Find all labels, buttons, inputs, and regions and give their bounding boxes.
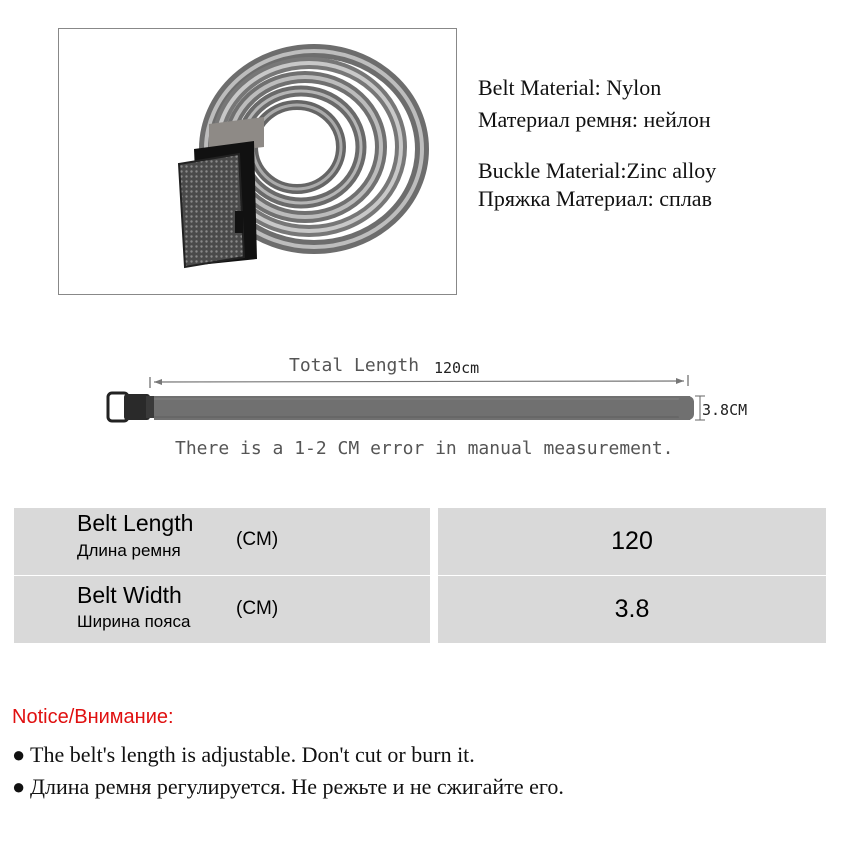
belt-strap xyxy=(154,396,690,420)
buckle-icon xyxy=(108,393,154,421)
length-value: 120 xyxy=(611,527,653,555)
measurement-error-note: There is a 1-2 CM error in manual measurement. xyxy=(175,438,674,459)
belt-material-ru: Материал ремня: нейлон xyxy=(478,107,711,132)
bullet-icon: ● xyxy=(12,774,26,799)
belt-material-en: Belt Material: Nylon xyxy=(478,75,662,100)
buckle-material-ru: Пряжка Материал: сплав xyxy=(478,186,712,211)
size-table-row-length xyxy=(14,508,826,575)
notice-item-ru xyxy=(12,774,564,800)
coiled-belt-image xyxy=(59,29,457,295)
belt-width-value: 3.8CM xyxy=(702,401,748,419)
total-length-arrow xyxy=(154,381,684,382)
belt-measurement-diagram xyxy=(38,308,770,478)
notice-item-en xyxy=(12,742,475,768)
notice-text-ru: Длина ремня регулируется. Не режьте и не сжигайте его. xyxy=(30,774,564,799)
notice-text-en: The belt's length is adjustable. Don't cut or burn it. xyxy=(30,742,475,767)
size-table-row-width xyxy=(14,576,826,643)
arrowhead-right xyxy=(676,378,684,384)
length-value-cell xyxy=(438,508,826,575)
width-label-cell xyxy=(14,576,430,643)
width-unit: (CM) xyxy=(236,598,279,619)
arrowhead-left xyxy=(154,379,162,385)
total-length-value: 120cm xyxy=(434,359,480,377)
length-label-en: Belt Length xyxy=(77,510,194,536)
length-label-ru: Длина ремня xyxy=(77,541,181,560)
length-label-cell xyxy=(14,508,430,575)
notice-title: Notice/Внимание: xyxy=(12,706,174,728)
buckle-material-en: Buckle Material:Zinc alloy xyxy=(478,158,717,183)
width-label-ru: Ширина пояса xyxy=(77,612,191,631)
belt-product-photo xyxy=(58,28,457,295)
total-length-label: Total Length xyxy=(289,355,420,376)
width-value-cell xyxy=(438,576,826,643)
width-label-en: Belt Width xyxy=(77,582,182,608)
measurement-illustration xyxy=(38,308,770,478)
length-unit: (CM) xyxy=(236,529,279,550)
bullet-icon: ● xyxy=(12,742,26,767)
width-value: 3.8 xyxy=(614,595,650,623)
